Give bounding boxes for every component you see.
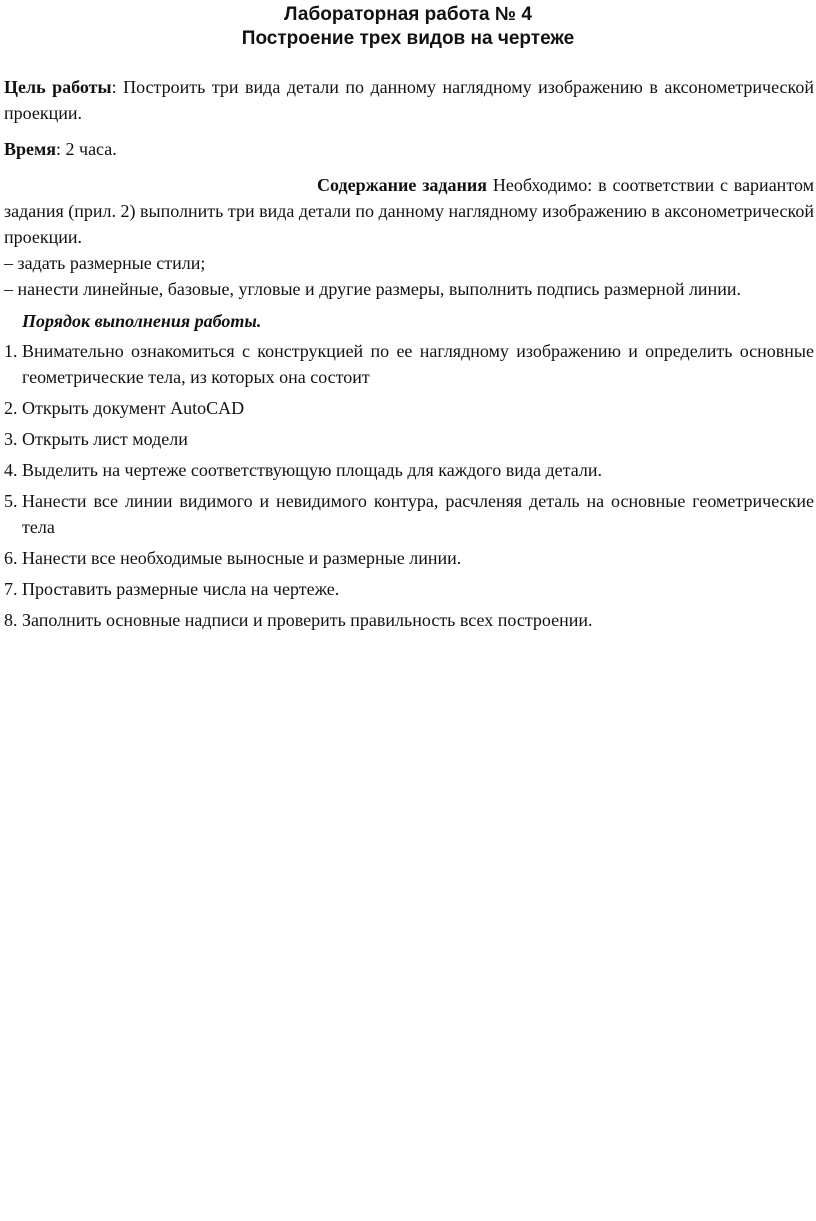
- step-text: Нанести все линии видимого и невидимого контура, расчленяя деталь на основные геометрические тела: [22, 491, 814, 537]
- goal-label: Цель работы: [4, 77, 112, 97]
- content-text: Необходимо: в соответствии с вариантом задания (прил. 2) выполнить три вида детали по данному наглядному изображению в аксонометрической проекции.: [4, 175, 814, 247]
- procedure-step: [4, 457, 814, 483]
- document-body: [4, 74, 814, 638]
- step-number: 1.: [4, 341, 18, 361]
- procedure-step: [4, 607, 814, 633]
- procedure-step: [4, 576, 814, 602]
- step-number: 6.: [4, 548, 18, 568]
- step-number: 4.: [4, 460, 18, 480]
- step-text: Проставить размерные числа на чертеже.: [22, 579, 340, 599]
- goal-text: : Построить три вида детали по данному наглядному изображению в аксонометрической проекции.: [4, 77, 814, 123]
- procedure-heading: Порядок выполнения работы.: [22, 311, 262, 331]
- step-text: Открыть лист модели: [22, 429, 188, 449]
- lab-subtitle: Построение трех видов на чертеже: [241, 28, 575, 49]
- goal-paragraph: [4, 74, 814, 126]
- time-text: : 2 часа.: [56, 139, 117, 159]
- content-label: Содержание задания: [317, 175, 488, 195]
- content-bullet: – нанести линейные, базовые, угловые и другие размеры, выполнить подпись размерной линии.: [4, 279, 741, 299]
- step-number: 2.: [4, 398, 18, 418]
- step-text: Открыть документ AutoCAD: [22, 398, 245, 418]
- step-number: 3.: [4, 429, 18, 449]
- step-number: 5.: [4, 491, 18, 511]
- procedure-step: [4, 488, 814, 540]
- procedure-steps-list: [4, 338, 814, 633]
- step-text: Выделить на чертеже соответствующую площадь для каждого вида детали.: [22, 460, 603, 480]
- title-block: [0, 3, 816, 51]
- procedure-step: [4, 395, 814, 421]
- procedure-step: [4, 545, 814, 571]
- content-bullet: – задать размерные стили;: [4, 253, 206, 273]
- time-paragraph: [4, 136, 814, 162]
- step-text: Заполнить основные надписи и проверить правильность всех построении.: [22, 610, 593, 630]
- step-number: 8.: [4, 610, 18, 630]
- time-label: Время: [4, 139, 57, 159]
- lab-title: Лабораторная работа № 4: [284, 4, 532, 25]
- step-text: Нанести все необходимые выносные и размерные линии.: [22, 548, 462, 568]
- step-text: Внимательно ознакомиться с конструкцией по ее наглядному изображению и определить основные геометрические тела, из которых она состоит: [22, 341, 814, 387]
- content-paragraph: [4, 172, 814, 250]
- step-number: 7.: [4, 579, 18, 599]
- procedure-step: [4, 338, 814, 390]
- procedure-step: [4, 426, 814, 452]
